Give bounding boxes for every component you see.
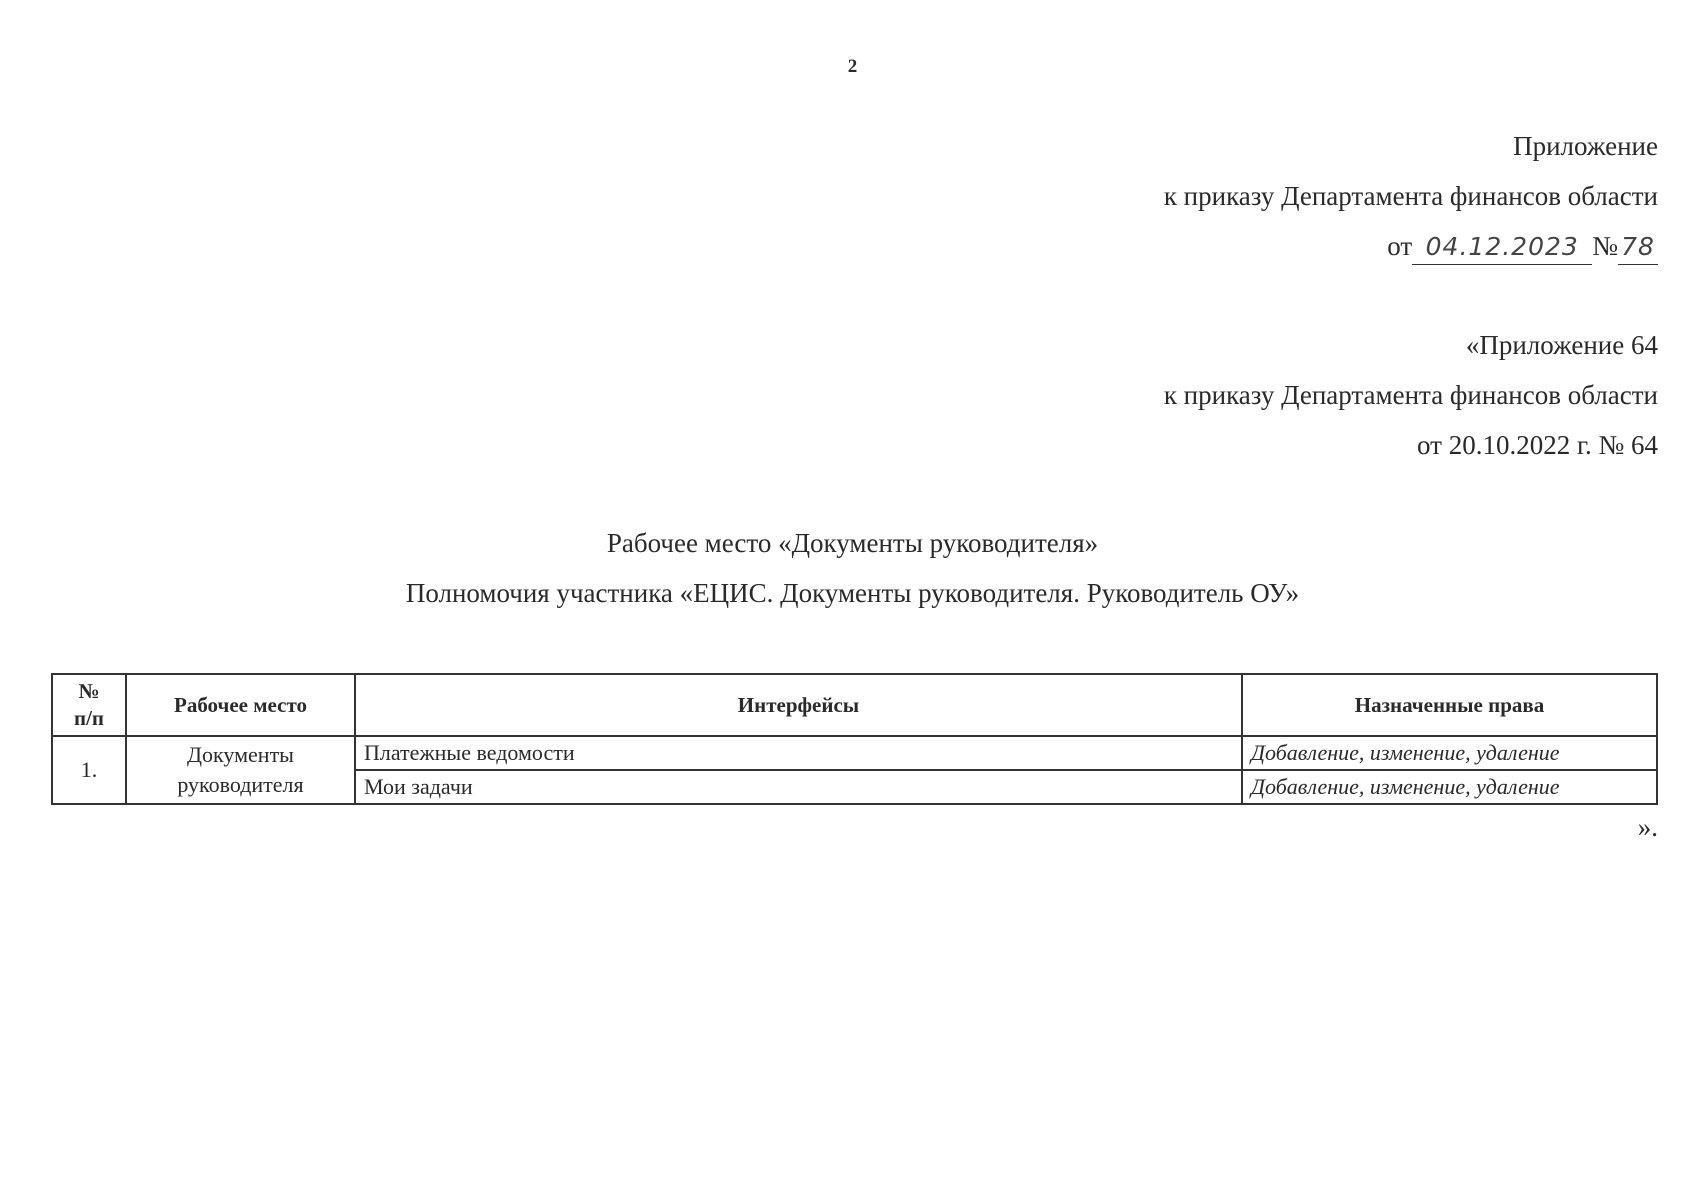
original-order-date: от 20.10.2022 г. № 64 xyxy=(1417,430,1658,460)
number-sign: № xyxy=(1592,231,1618,261)
page-number: 2 xyxy=(847,56,858,77)
table-row xyxy=(52,736,1657,770)
appendix-original xyxy=(1164,320,1658,470)
appendix-title: Приложение xyxy=(1513,131,1658,161)
document-titles xyxy=(0,518,1705,618)
original-order-reference: к приказу Департамента финансов области xyxy=(1163,380,1658,410)
row-number: 1. xyxy=(52,736,126,804)
header-workplace: Рабочее место xyxy=(126,674,355,736)
appendix-date-line xyxy=(1164,221,1658,271)
interface-cell: Мои задачи xyxy=(355,770,1242,804)
header-rights: Назначенные права xyxy=(1242,674,1657,736)
workplace-cell: Документы руководителя xyxy=(126,736,355,804)
handwritten-number: 78 xyxy=(1618,230,1658,265)
header-number: № п/п xyxy=(52,674,126,736)
original-appendix-title: «Приложение 64 xyxy=(1465,330,1658,360)
handwritten-date: 04.12.2023 xyxy=(1412,230,1592,265)
appendix-current xyxy=(1164,121,1658,271)
date-prefix: от xyxy=(1387,231,1413,261)
rights-cell: Добавление, изменение, удаление xyxy=(1242,770,1657,804)
authority-title: Полномочия участника «ЕЦИС. Документы руководителя. Руководитель ОУ» xyxy=(405,578,1300,608)
appendix-order-reference: к приказу Департамента финансов области xyxy=(1163,181,1658,211)
rights-cell: Добавление, изменение, удаление xyxy=(1242,736,1657,770)
interface-cell: Платежные ведомости xyxy=(355,736,1242,770)
table-header-row xyxy=(52,674,1657,736)
rights-table xyxy=(51,673,1658,805)
closing-quote: ». xyxy=(1637,812,1658,842)
header-interfaces: Интерфейсы xyxy=(355,674,1242,736)
workplace-title: Рабочее место «Документы руководителя» xyxy=(606,528,1099,558)
